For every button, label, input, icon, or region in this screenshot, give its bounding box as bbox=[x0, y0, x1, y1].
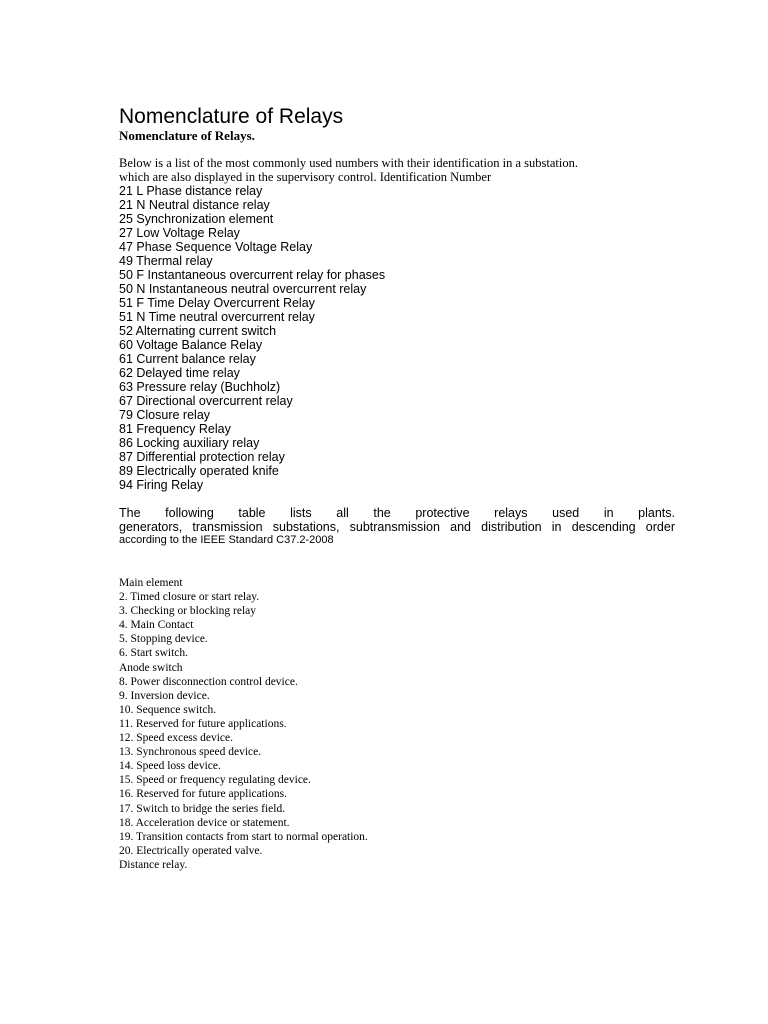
relay-item: 52 Alternating current switch bbox=[119, 324, 277, 338]
device-number-list bbox=[119, 576, 368, 872]
intro-line: which are also displayed in the supervisory control. Identification Number bbox=[119, 170, 492, 184]
table-intro-line: according to the IEEE Standard C37.2-2008 bbox=[119, 534, 334, 546]
device-item: 4. Main Contact bbox=[119, 619, 194, 632]
device-item: 9. Inversion device. bbox=[119, 689, 210, 702]
device-item: Distance relay. bbox=[119, 858, 188, 871]
page-title: Nomenclature of Relays bbox=[119, 105, 344, 128]
relay-item: 21 L Phase distance relay bbox=[119, 184, 263, 198]
relay-item: 51 F Time Delay Overcurrent Relay bbox=[119, 296, 315, 310]
relay-item: 89 Electrically operated knife bbox=[119, 464, 279, 478]
device-item: 15. Speed or frequency regulating device. bbox=[119, 774, 311, 787]
table-intro-line: generators, transmission substations, subtransmission and distribution in descending order bbox=[119, 520, 675, 534]
device-item: 20. Electrically operated valve. bbox=[119, 844, 263, 857]
relay-item: 79 Closure relay bbox=[119, 408, 211, 422]
device-item: 17. Switch to bridge the series field. bbox=[119, 802, 286, 815]
relay-item: 50 N Instantaneous neutral overcurrent relay bbox=[119, 282, 367, 296]
relay-item: 61 Current balance relay bbox=[119, 352, 256, 366]
device-item: Main element bbox=[119, 577, 183, 589]
relay-item: 21 N Neutral distance relay bbox=[119, 198, 270, 212]
device-item: 2. Timed closure or start relay. bbox=[119, 591, 260, 604]
relay-item: 63 Pressure relay (Buchholz) bbox=[119, 380, 281, 394]
device-item: 14. Speed loss device. bbox=[119, 760, 221, 773]
intro-paragraph bbox=[119, 156, 675, 184]
relay-item: 47 Phase Sequence Voltage Relay bbox=[119, 240, 313, 254]
relay-item: 94 Firing Relay bbox=[119, 478, 204, 492]
relay-item: 62 Delayed time relay bbox=[119, 366, 240, 380]
intro-line: Below is a list of the most commonly used numbers with their identification in a substation. bbox=[119, 156, 578, 170]
table-intro-line: The following table lists all the protective relays used in plants. bbox=[119, 506, 675, 520]
relay-item: 27 Low Voltage Relay bbox=[119, 226, 240, 240]
relay-item: 81 Frequency Relay bbox=[119, 422, 231, 436]
device-item: 8. Power disconnection control device. bbox=[119, 675, 298, 688]
device-item: 11. Reserved for future applications. bbox=[119, 717, 287, 730]
device-item: 12. Speed excess device. bbox=[119, 732, 234, 745]
table-intro-paragraph bbox=[119, 506, 675, 547]
device-item: 10. Sequence switch. bbox=[119, 703, 217, 716]
device-item: 16. Reserved for future applications. bbox=[119, 788, 287, 801]
relay-item: 86 Locking auxiliary relay bbox=[119, 436, 260, 450]
relay-item: 50 F Instantaneous overcurrent relay for phases bbox=[119, 268, 386, 282]
device-item: Anode switch bbox=[119, 661, 183, 674]
device-item: 5. Stopping device. bbox=[119, 633, 208, 646]
device-item: 6. Start switch. bbox=[119, 647, 188, 660]
relay-item: 25 Synchronization element bbox=[119, 212, 274, 226]
device-item: 13. Synchronous speed device. bbox=[119, 746, 262, 759]
relay-number-list bbox=[119, 184, 385, 492]
device-item: 3. Checking or blocking relay bbox=[119, 605, 257, 618]
device-item: 18. Acceleration device or statement. bbox=[119, 816, 290, 829]
relay-item: 67 Directional overcurrent relay bbox=[119, 394, 293, 408]
relay-item: 49 Thermal relay bbox=[119, 254, 213, 268]
relay-item: 60 Voltage Balance Relay bbox=[119, 338, 263, 352]
page-subtitle: Nomenclature of Relays. bbox=[119, 128, 255, 143]
relay-item: 51 N Time neutral overcurrent relay bbox=[119, 310, 315, 324]
device-item: 19. Transition contacts from start to normal operation. bbox=[119, 830, 368, 843]
relay-item: 87 Differential protection relay bbox=[119, 450, 285, 464]
